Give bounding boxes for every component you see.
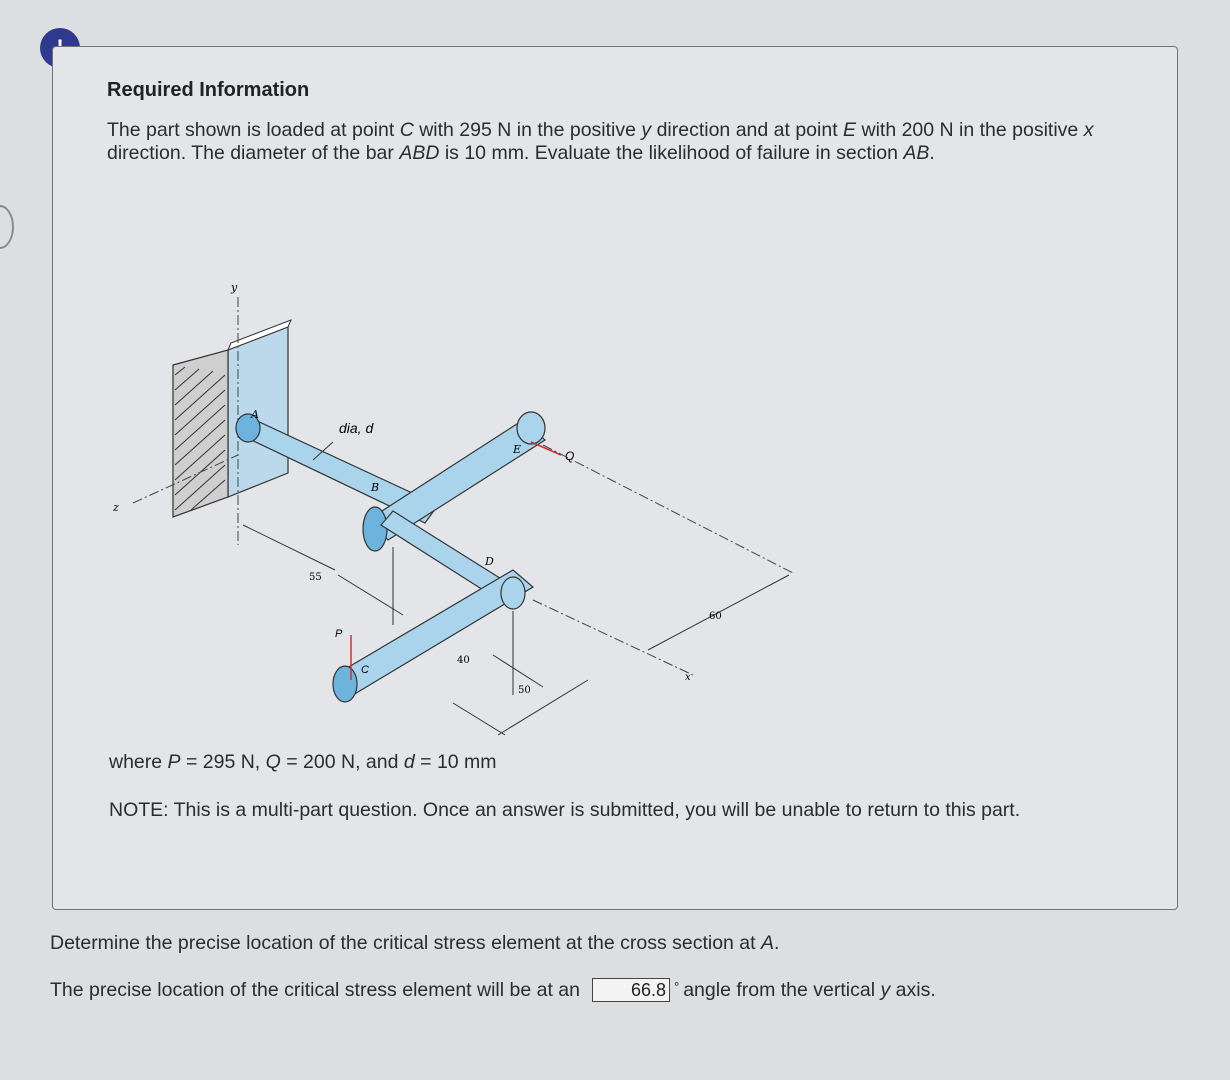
answer-input[interactable]: 66.8	[592, 978, 670, 1002]
y-axis-label: y	[231, 281, 238, 294]
shaft-bd	[381, 511, 503, 595]
given-values: where P = 295 N, Q = 200 N, and d = 10 mm	[109, 751, 497, 773]
collapsed-panel-tab[interactable]	[0, 205, 14, 249]
label-e: E	[513, 443, 522, 456]
answer-prefix: The precise location of the critical stress element will be at an	[50, 978, 580, 1001]
multi-part-note: NOTE: This is a multi-part question. Once an answer is submitted, you will be unable to return to this part.	[109, 799, 1021, 821]
label-b: B	[371, 481, 380, 494]
info-title: Required Information	[107, 79, 310, 101]
label-p: P	[335, 628, 343, 640]
question-prompt: Determine the precise location of the critical stress element at the cross section at A.	[50, 932, 780, 954]
x-axis-label: x	[685, 672, 691, 683]
problem-statement: The part shown is loaded at point C with 295 N in the positive y direction and at point E with 200 N in the positive x direction. The diameter of the bar ABD is 10 mm. Evaluate the likelihood of failure in section AB.	[107, 119, 1094, 164]
answer-line	[50, 978, 936, 1002]
dim-40: 40	[457, 655, 470, 666]
label-c: C	[361, 664, 369, 676]
dim-50: 50	[518, 685, 531, 696]
dim-60: 60	[709, 611, 722, 622]
required-information-panel	[52, 46, 1178, 910]
degree-symbol: °	[674, 978, 680, 994]
label-diameter: dia, d	[339, 420, 374, 436]
z-axis-label: z	[113, 501, 119, 514]
wall-side	[173, 350, 228, 517]
dim-55: 55	[309, 572, 322, 583]
label-d: D	[485, 555, 494, 568]
bracket-figure	[113, 235, 813, 755]
label-a: A	[251, 408, 259, 421]
answer-suffix: angle from the vertical y axis.	[683, 978, 936, 1001]
label-q: Q	[565, 449, 575, 463]
